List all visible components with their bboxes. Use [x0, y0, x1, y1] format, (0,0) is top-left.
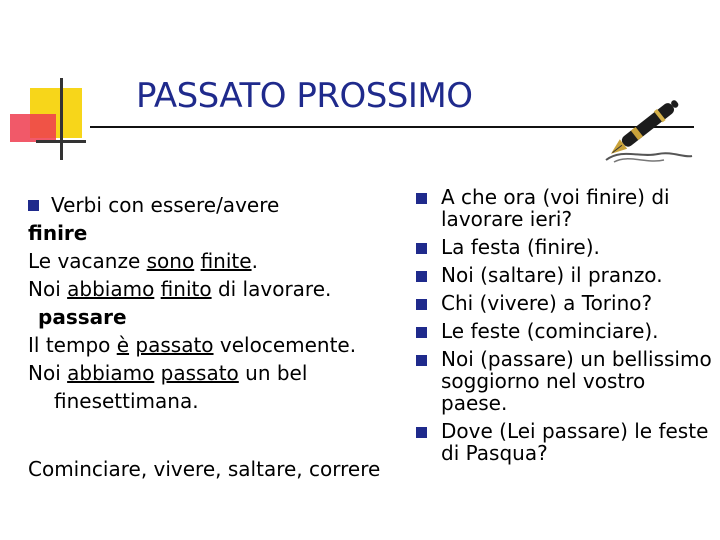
verb-finire: finire	[28, 221, 88, 245]
example-3	[28, 331, 398, 359]
fountain-pen-icon	[592, 88, 696, 168]
verb-passare: passare	[38, 305, 127, 329]
ex1-pre: Le vacanze	[28, 249, 147, 273]
ex4-participle: passato	[160, 361, 239, 385]
ex2-aux: abbiamo	[67, 277, 155, 301]
bullet-heading	[28, 191, 398, 219]
exercise-text: Noi (saltare) il pranzo.	[441, 263, 663, 287]
exercise-text: Dove (Lei passare) le feste di Pasqua?	[441, 419, 709, 465]
ex2-participle: finito	[160, 277, 212, 301]
square-bullet	[28, 200, 39, 211]
corner-squares-logo	[8, 78, 88, 160]
ex4-pre: Noi	[28, 361, 68, 385]
square-bullet	[416, 427, 427, 438]
example-4	[28, 359, 398, 387]
example-1	[28, 247, 398, 275]
left-column	[28, 191, 398, 483]
ex4-post: un bel	[238, 361, 308, 385]
example-2	[28, 275, 398, 303]
spacer	[28, 415, 398, 455]
square-bullet	[416, 355, 427, 366]
square-bullet	[416, 243, 427, 254]
ex1-aux: sono	[146, 249, 195, 273]
exercise-text: A che ora (voi finire) di lavorare ieri?	[441, 185, 670, 231]
ex3-aux: è	[116, 333, 130, 357]
ex1-post: .	[251, 249, 258, 273]
logo-vertical-line	[60, 78, 63, 160]
ex2-post: di lavorare.	[211, 277, 332, 301]
exercise-item	[412, 236, 712, 258]
logo-horizontal-line	[36, 140, 86, 143]
exercise-item	[412, 292, 712, 314]
square-bullet	[416, 327, 427, 338]
exercise-item	[412, 348, 712, 414]
exercise-text: Chi (vivere) a Torino?	[441, 291, 653, 315]
ex4-aux: abbiamo	[67, 361, 155, 385]
square-bullet	[416, 299, 427, 310]
logo-red-square	[10, 114, 56, 142]
example-4-continued: finesettimana.	[54, 389, 199, 413]
exercise-item	[412, 264, 712, 286]
ex2-pre: Noi	[28, 277, 68, 301]
exercise-item	[412, 420, 712, 464]
exercise-item	[412, 320, 712, 342]
exercise-text: Noi (passare) un bellissimo soggiorno nel vostro paese.	[441, 347, 712, 415]
square-bullet	[416, 193, 427, 204]
exercise-text: La festa (finire).	[441, 235, 600, 259]
slide-title: PASSATO PROSSIMO	[136, 76, 473, 116]
ex3-participle: passato	[135, 333, 214, 357]
bullet-heading-text: Verbi con essere/avere	[51, 193, 280, 217]
exercise-item	[412, 186, 712, 230]
right-column	[412, 186, 712, 470]
ex3-post: velocemente.	[213, 333, 357, 357]
square-bullet	[416, 271, 427, 282]
ex1-participle: finite	[200, 249, 252, 273]
exercise-text: Le feste (cominciare).	[441, 319, 659, 343]
verbs-line: Cominciare, vivere, saltare, correre	[28, 457, 381, 481]
ex3-pre: Il tempo	[28, 333, 117, 357]
